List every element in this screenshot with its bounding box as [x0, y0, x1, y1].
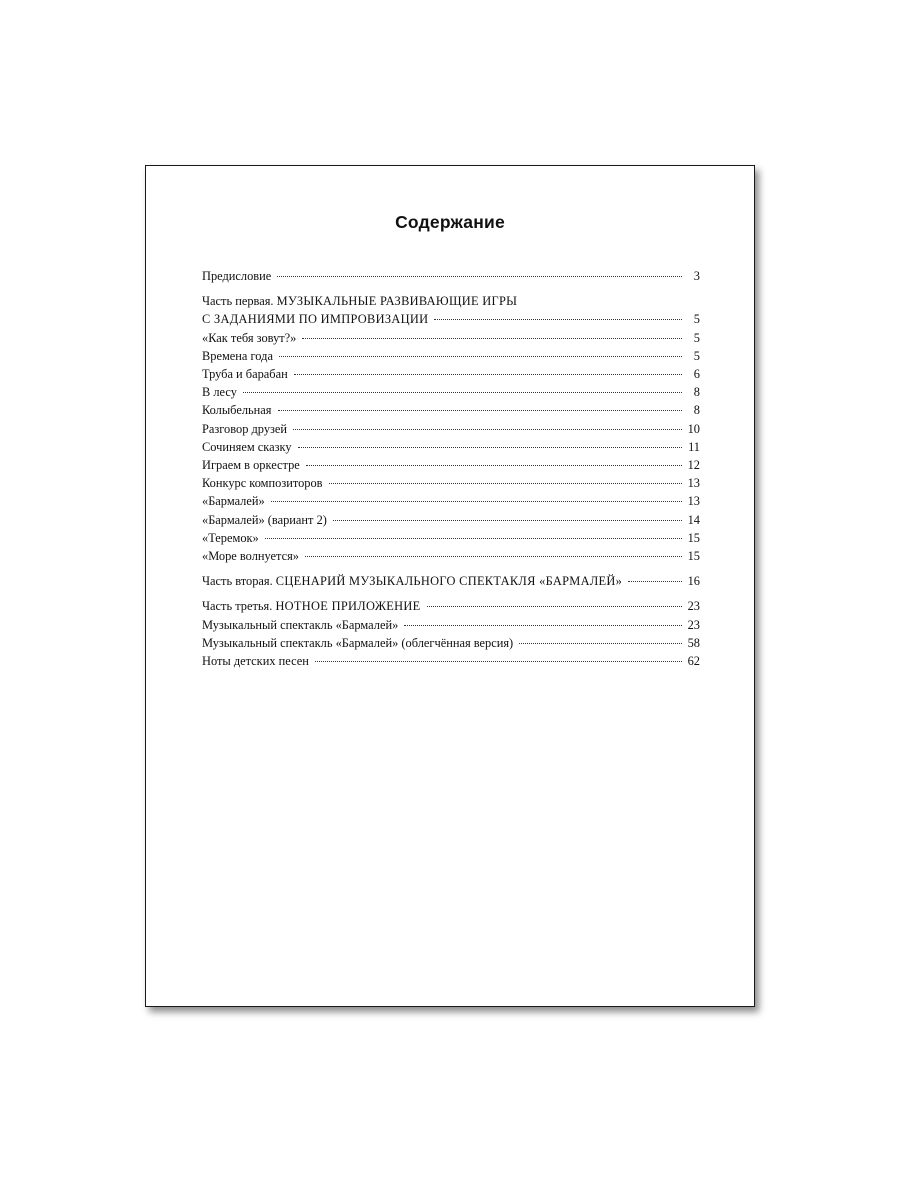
toc-entry-line2	[202, 310, 700, 328]
toc-entry-page: 13	[687, 476, 700, 491]
toc-entry	[202, 292, 700, 328]
toc-entry	[202, 347, 700, 365]
toc-leader-dots	[329, 483, 682, 484]
toc-leader-dots	[628, 581, 682, 582]
toc-entry-label: Предисловие	[202, 269, 272, 283]
toc-entry	[202, 492, 700, 510]
document-page	[145, 165, 755, 1007]
toc-leader-dots	[333, 520, 682, 521]
toc-entry	[202, 365, 700, 383]
toc-leader-dots	[271, 501, 682, 502]
toc-entry	[202, 529, 700, 547]
toc-part-title-continued: С ЗАДАНИЯМИ ПО ИМПРОВИЗАЦИИ	[202, 312, 429, 327]
toc-entry	[202, 401, 700, 419]
toc-entry	[202, 329, 700, 347]
toc-entry-label	[202, 572, 622, 590]
toc-entry-label: Конкурс композиторов	[202, 476, 323, 491]
toc-leader-dots	[293, 429, 682, 430]
toc-entry-label: «Теремок»	[202, 530, 259, 545]
toc-leader-dots	[294, 374, 682, 375]
toc-part-title: НОТНОЕ ПРИЛОЖЕНИЕ	[275, 599, 421, 614]
toc-entry	[202, 438, 700, 456]
toc-entry-label: «Как тебя зовут?»	[202, 330, 297, 345]
toc-entry	[202, 597, 700, 615]
toc-entry-page: 62	[687, 654, 700, 669]
toc-entry-label: Музыкальный спектакль «Бармалей»	[202, 617, 399, 632]
toc-entry-label: Разговор друзей	[202, 421, 288, 436]
toc-entry-page: 23	[687, 617, 700, 632]
toc-leader-dots	[279, 356, 682, 357]
toc-entry-page: 10	[687, 421, 700, 436]
toc-part-prefix: Часть третья.	[202, 599, 276, 614]
toc-part-title: СЦЕНАРИЙ МУЗЫКАЛЬНОГО СПЕКТАКЛЯ «БАРМАЛЕЙ»	[275, 574, 623, 589]
table-of-contents	[202, 267, 700, 670]
toc-entry-label: Сочиняем сказку	[202, 439, 292, 454]
toc-entry-page: 15	[687, 549, 700, 564]
toc-leader-dots	[519, 643, 682, 644]
toc-entry-page: 6	[693, 367, 700, 382]
toc-entry-label: «Бармалей»	[202, 494, 265, 509]
toc-entry	[202, 547, 700, 565]
toc-entry-label-line1	[202, 292, 700, 310]
toc-leader-dots	[305, 556, 682, 557]
toc-entry	[202, 634, 700, 652]
toc-part-prefix: Часть вторая.	[202, 574, 276, 589]
toc-leader-dots	[427, 606, 682, 607]
toc-entry	[202, 383, 700, 401]
toc-leader-dots	[298, 447, 682, 448]
toc-entry-page: 16	[687, 574, 700, 589]
toc-entry	[202, 572, 700, 590]
toc-entry-page: 14	[687, 512, 700, 527]
toc-entry-label: Времена года	[202, 348, 273, 363]
toc-leader-dots	[404, 625, 682, 626]
toc-entry	[202, 456, 700, 474]
toc-entry-label: «Море волнуется»	[202, 549, 299, 564]
toc-part-prefix: Часть первая.	[202, 294, 277, 309]
toc-entry-label: Музыкальный спектакль «Бармалей» (облегчённая версия)	[202, 635, 514, 650]
toc-entry-page: 8	[693, 403, 700, 418]
toc-entry-label: В лесу	[202, 385, 237, 400]
toc-leader-dots	[302, 338, 682, 339]
toc-leader-dots	[278, 410, 683, 411]
toc-leader-dots	[434, 319, 682, 320]
toc-entry-label: Труба и барабан	[202, 367, 288, 382]
toc-entry	[202, 511, 700, 529]
toc-entry-page: 11	[688, 439, 700, 454]
toc-entry-label: Ноты детских песен	[202, 654, 309, 669]
toc-part-title: МУЗЫКАЛЬНЫЕ РАЗВИВАЮЩИЕ ИГРЫ	[276, 294, 518, 309]
toc-entry-label	[202, 597, 421, 615]
toc-entry-label: Колыбельная	[202, 403, 272, 418]
toc-entry	[202, 474, 700, 492]
toc-entry-page: 5	[693, 330, 700, 345]
toc-leader-dots	[265, 538, 682, 539]
toc-leader-dots	[243, 392, 682, 393]
toc-entry-page: 3	[693, 269, 700, 283]
toc-entry	[202, 267, 700, 285]
toc-entry-page: 12	[687, 458, 700, 473]
toc-leader-dots	[277, 276, 682, 277]
toc-entry-page: 13	[687, 494, 700, 509]
page-title: Содержание	[395, 212, 505, 232]
toc-entry-page: 5	[693, 348, 700, 363]
toc-entry-label: «Бармалей» (вариант 2)	[202, 512, 327, 527]
toc-entry	[202, 652, 700, 670]
toc-entry	[202, 420, 700, 438]
toc-entry-page: 5	[693, 312, 700, 327]
toc-leader-dots	[315, 661, 682, 662]
toc-entry	[202, 616, 700, 634]
toc-leader-dots	[306, 465, 682, 466]
toc-entry-page: 23	[687, 599, 700, 614]
toc-entry-page: 8	[693, 385, 700, 400]
toc-entry-page: 58	[687, 635, 700, 650]
toc-entry-label: Играем в оркестре	[202, 458, 300, 473]
toc-entry-page: 15	[687, 530, 700, 545]
